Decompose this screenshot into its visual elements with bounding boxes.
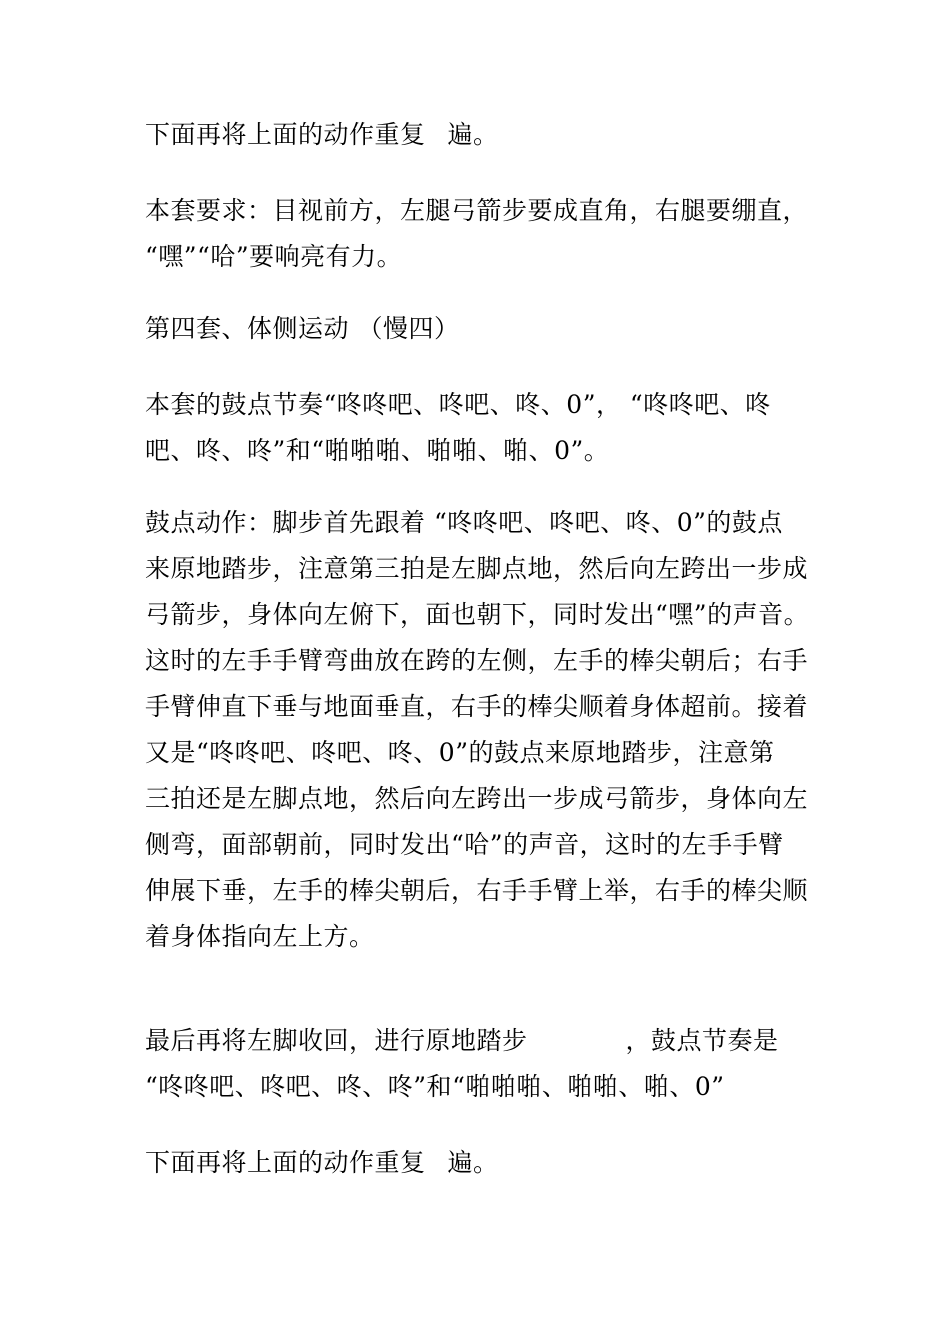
repeat-text-after: 遍。: [447, 1148, 499, 1177]
text-line: 又是“咚咚吧、咚吧、咚、0”的鼓点来原地踏步，注意第: [145, 738, 775, 767]
text-line: 本套的鼓点节奏“咚咚吧、咚吧、咚、0”， “咚咚吧、咚: [145, 390, 771, 419]
text-line: 鼓点动作：脚步首先跟着 “咚咚吧、咚吧、咚、0”的鼓点: [145, 508, 783, 537]
text-line: 弓箭步，身体向左俯下，面也朝下，同时发出“嘿”的声音。: [145, 600, 810, 629]
text-line: 本套要求：目视前方，左腿弓箭步要成直角，右腿要绷直，: [145, 196, 809, 225]
repeat-text-before: 下面再将上面的动作重复: [145, 1148, 426, 1177]
text-line: 来原地踏步，注意第三拍是左脚点地，然后向左跨出一步成: [145, 554, 809, 583]
text-line: [145, 1018, 825, 1064]
text-line: 这时的左手手臂弯曲放在跨的左侧，左手的棒尖朝后；右手: [145, 646, 809, 675]
text-after-gap: ，鼓点节奏是: [625, 1026, 779, 1055]
drum-action-paragraph: [145, 500, 825, 960]
section-heading: [145, 306, 825, 352]
repeat-text-after: 遍。: [447, 120, 499, 149]
text-line: 伸展下垂，左手的棒尖朝后，右手手臂上举，右手的棒尖顺: [145, 876, 809, 905]
text-line: 三拍还是左脚点地，然后向左跨出一步成弓箭步，身体向左: [145, 784, 809, 813]
requirements-paragraph: [145, 188, 825, 280]
repeat-text-before: 下面再将上面的动作重复: [145, 120, 426, 149]
repeat-paragraph-top: [145, 112, 825, 158]
text-line: 着身体指向左上方。: [145, 922, 375, 951]
text-line: 手臂伸直下垂与地面垂直，右手的棒尖顺着身体超前。接着: [145, 692, 809, 721]
heading-text: 第四套、体侧运动 （慢四）: [145, 314, 460, 343]
repeat-paragraph-bottom: [145, 1140, 825, 1186]
text-line: 侧弯，面部朝前，同时发出“哈”的声音，这时的左手手臂: [145, 830, 784, 859]
rhythm-paragraph: [145, 382, 825, 474]
final-step-paragraph: [145, 1018, 825, 1110]
text-before-gap: 最后再将左脚收回，进行原地踏步: [145, 1026, 528, 1055]
text-line: “嘿”“哈”要响亮有力。: [145, 242, 403, 271]
text-line: 吧、咚、咚”和“啪啪啪、啪啪、啪、0”。: [145, 436, 610, 465]
repeat-line: [145, 112, 825, 158]
repeat-line: [145, 1140, 825, 1186]
text-line: “咚咚吧、咚吧、咚、咚”和“啪啪啪、啪啪、啪、0”: [145, 1072, 725, 1101]
